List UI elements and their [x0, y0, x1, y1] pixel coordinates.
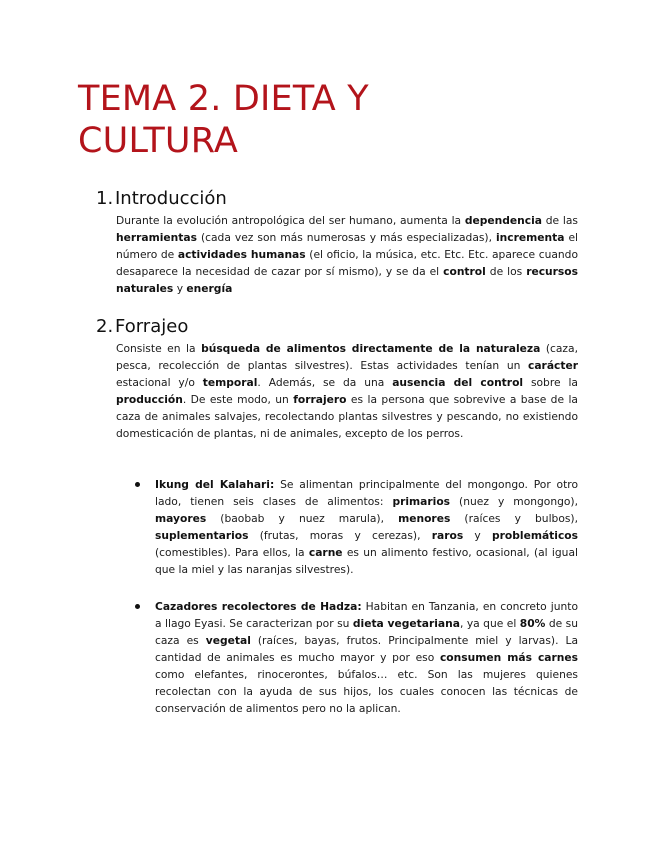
bold-term: energía [186, 282, 233, 295]
title-line-2: CULTURA [78, 121, 238, 161]
bold-term: carácter [528, 359, 578, 372]
bold-term: mayores [155, 512, 207, 525]
bold-term: herramientas [116, 231, 197, 244]
page-title [78, 78, 598, 162]
bold-term: primarios [392, 495, 451, 508]
bold-term: temporal [202, 376, 258, 389]
bold-term: vegetal [205, 634, 251, 647]
bold-term: suplementarios [155, 529, 249, 542]
bold-term: 80% [519, 617, 546, 630]
section-heading-forrajeo [96, 316, 188, 338]
section-heading-introduccion [96, 188, 227, 210]
bold-term: forrajero [293, 393, 347, 406]
bold-term: producción [116, 393, 183, 406]
bold-term: menores [398, 512, 451, 525]
bullet-icon [135, 482, 140, 487]
bold-term: búsqueda de alimentos directamente de la naturaleza [201, 342, 541, 355]
forrajeo-paragraph: Consiste en la búsqueda de alimentos directamente de la naturaleza (caza, pesca, recolección de plantas silvestres). Estas actividades tenían un carácter estacional y/o temporal. Además, se da una ausencia del control sobre la producción. De este modo, un forrajero es la persona que sobrevive a base de la caza de animales salvajes, recolectando plantas silvestres y pescando, no existiendo domesticación de plantas, ni de animales, excepto de los perros. [116, 342, 578, 440]
bold-term: carne [308, 546, 343, 559]
bold-term: actividades humanas [177, 248, 306, 261]
bold-term: consumen más carnes [439, 651, 579, 664]
bullet-item-ikung: Ikung del Kalahari: Se alimentan principalmente del mongongo. Por otro lado, tienen seis clases de alimentos: primarios (nuez y mongongo), mayores (baobab y nuez marula), menores (raíces y bulbos), suplementarios (frutas, moras y cerezas), raros y problemáticos (comestibles). Para ellos, la carne es un alimento festivo, ocasional, (al igual que la miel y las naranjas silvestres). [155, 478, 578, 576]
bold-term: dependencia [464, 214, 542, 227]
introduccion-paragraph: Durante la evolución antropológica del ser humano, aumenta la dependencia de las herramientas (cada vez son más numerosas y más especializadas), incrementa el número de actividades humanas (el oficio, la música, etc. Etc. Etc. aparece cuando desaparece la necesidad de cazar por sí mismo), y se da el control de los recursos naturales y energía [116, 214, 578, 295]
bold-term: ausencia del control [392, 376, 524, 389]
bold-term: problemáticos [492, 529, 578, 542]
bold-term: incrementa [496, 231, 565, 244]
title-line-1: TEMA 2. DIETA Y [78, 79, 369, 119]
section-number: 1. [96, 188, 114, 209]
bullet-icon [135, 604, 140, 609]
section-title: Forrajeo [115, 316, 189, 337]
bold-term: dieta vegetariana [352, 617, 460, 630]
bold-term: control [443, 265, 486, 278]
bold-term: recursos naturales [116, 265, 578, 295]
bullet-item-hadza: Cazadores recolectores de Hadza: Habitan en Tanzania, en concreto junto a llago Eyasi. Se caracterizan por su dieta vegetariana, ya que el 80% de su caza es vegetal (raíces, bayas, frutos. Principalmente miel y larvas). La cantidad de animales es mucho mayor y por eso consumen más carnes como elefantes, rinocerontes, búfalos… etc. Son las mujeres quienes recolectan con la ayuda de sus hijos, los cuales conocen las técnicas de conservación de alimentos pero no la aplican. [155, 600, 579, 715]
bold-term: Ikung del Kalahari: [155, 478, 275, 491]
section-number: 2. [96, 316, 114, 337]
section-title: Introducción [115, 188, 227, 209]
bold-term: Cazadores recolectores de Hadza: [155, 600, 362, 613]
bold-term: raros [431, 529, 464, 542]
